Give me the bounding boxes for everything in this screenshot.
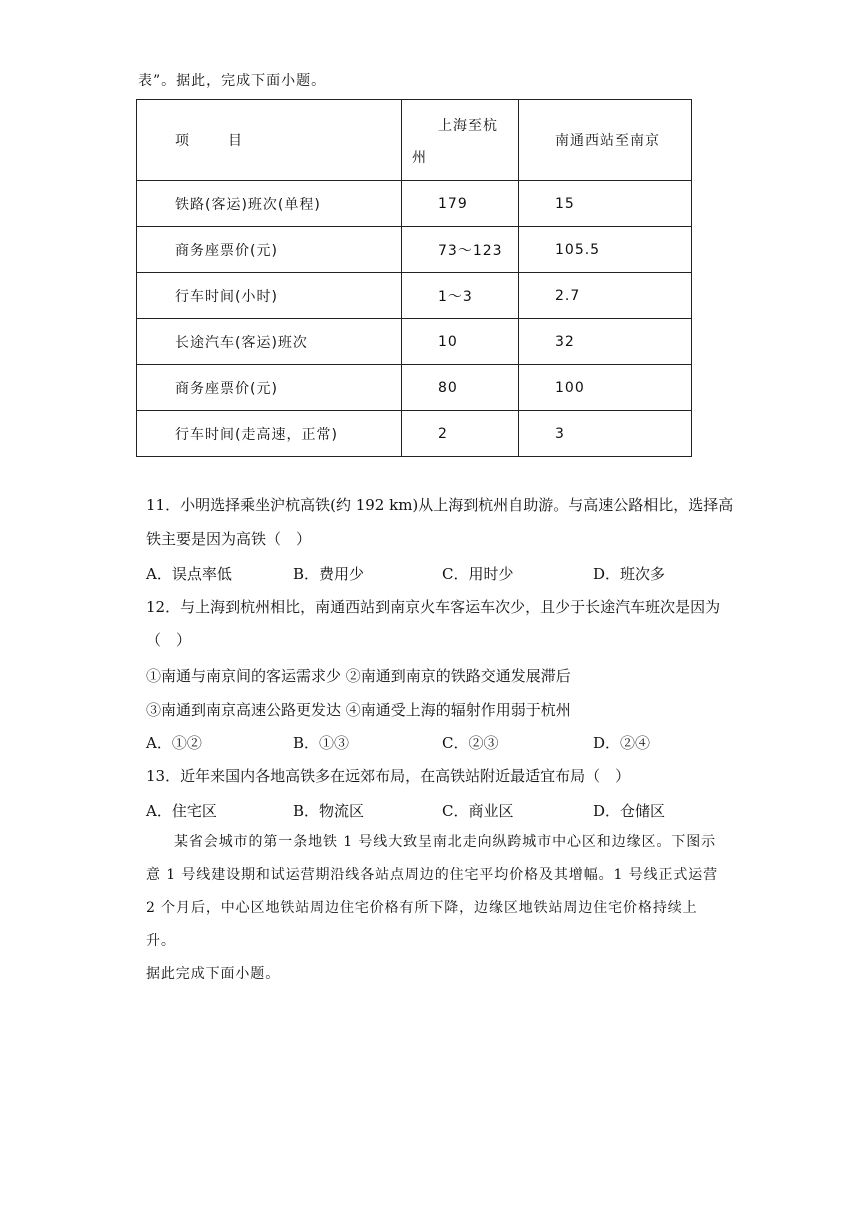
row-label: 铁路(客运)班次(单程) xyxy=(137,181,402,227)
passage-line1: 某省会城市的第一条地铁 1 号线大致呈南北走向纵跨城市中心区和边缘区。下图示 xyxy=(174,834,717,850)
option-c: C．②③ xyxy=(442,734,499,752)
cell-shanghai: 80 xyxy=(402,365,519,411)
table-row xyxy=(137,227,692,273)
option-a: A．住宅区 xyxy=(146,802,217,820)
option-b: B．费用少 xyxy=(293,565,365,583)
option-c: C．用时少 xyxy=(442,565,514,583)
row-label: 行车时间(走高速，正常) xyxy=(137,411,402,457)
table-row xyxy=(137,181,692,227)
option-a: A．①② xyxy=(146,734,202,752)
cell-shanghai: 10 xyxy=(402,319,519,365)
table-row xyxy=(137,273,692,319)
cell-nantong: 15 xyxy=(519,181,692,227)
header-col2-line2: 州 xyxy=(412,150,427,166)
passage-line3: 2 个月后，中心区地铁站周边住宅价格有所下降，边缘区地铁站周边住宅价格持续上升。 xyxy=(146,900,698,949)
passage-line2: 意 1 号线建设期和试运营期沿线各站点周边的住宅平均价格及其增幅。1 号线正式运营 xyxy=(146,867,719,883)
cell-shanghai: 73～123 xyxy=(402,227,519,273)
cell-shanghai: 2 xyxy=(402,411,519,457)
option-d: D．仓储区 xyxy=(593,802,666,820)
intro-text: 表”。据此，完成下面小题。 xyxy=(138,73,327,89)
question-11 xyxy=(146,495,734,515)
cell-nantong: 105.5 xyxy=(519,227,692,273)
question-11-line2: 铁主要是因为高铁（ ） xyxy=(146,530,312,548)
question-12-statements-1: ①南通与南京间的客运需求少 ②南通到南京的铁路交通发展滞后 xyxy=(146,667,571,685)
cell-nantong: 100 xyxy=(519,365,692,411)
question-13-line1: 13．近年来国内各地高铁多在远郊布局，在高铁站附近最适宜布局（ ） xyxy=(146,767,631,785)
option-b: B．①③ xyxy=(293,734,350,752)
question-12-line1: 12．与上海到杭州相比，南通西站到南京火车客运车次少，且少于长途汽车班次是因为 xyxy=(146,598,721,616)
header-item-cell xyxy=(137,100,402,181)
question-13 xyxy=(146,766,726,786)
header-col2-line1: 上海至杭 xyxy=(438,118,498,134)
header-shanghai-hangzhou xyxy=(402,100,519,181)
table-row xyxy=(137,319,692,365)
question-12-statements-2: ③南通到南京高速公路更发达 ④南通受上海的辐射作用弱于杭州 xyxy=(146,701,571,719)
row-label: 商务座票价(元) xyxy=(137,365,402,411)
cell-nantong: 3 xyxy=(519,411,692,457)
question-11-cont xyxy=(146,529,726,549)
cell-shanghai: 1～3 xyxy=(402,273,519,319)
option-c: C．商业区 xyxy=(442,802,514,820)
question-12-cont xyxy=(146,630,726,650)
cell-nantong: 2.7 xyxy=(519,273,692,319)
row-label: 行车时间(小时) xyxy=(137,273,402,319)
question-12 xyxy=(146,597,726,617)
header-nantong-nanjing: 南通西站至南京 xyxy=(519,100,692,181)
option-a: A．误点率低 xyxy=(146,565,232,583)
table-row xyxy=(137,411,692,457)
table-header-row xyxy=(137,100,692,181)
row-label: 长途汽车(客运)班次 xyxy=(137,319,402,365)
option-d: D．②④ xyxy=(593,734,651,752)
passage xyxy=(146,826,726,991)
header-item-b: 目 xyxy=(228,133,243,149)
comparison-table xyxy=(136,99,692,457)
question-11-line1: 11．小明选择乘坐沪杭高铁(约 192 km)从上海到杭州自助游。与高速公路相比，选择高 xyxy=(146,496,734,514)
cell-nantong: 32 xyxy=(519,319,692,365)
question-12-line2: （ ） xyxy=(146,631,192,649)
table-row xyxy=(137,365,692,411)
header-item-a: 项 xyxy=(175,133,190,149)
option-d: D．班次多 xyxy=(593,565,666,583)
row-label: 商务座票价(元) xyxy=(137,227,402,273)
passage-line4: 据此完成下面小题。 xyxy=(146,966,281,982)
option-b: B．物流区 xyxy=(293,802,365,820)
cell-shanghai: 179 xyxy=(402,181,519,227)
